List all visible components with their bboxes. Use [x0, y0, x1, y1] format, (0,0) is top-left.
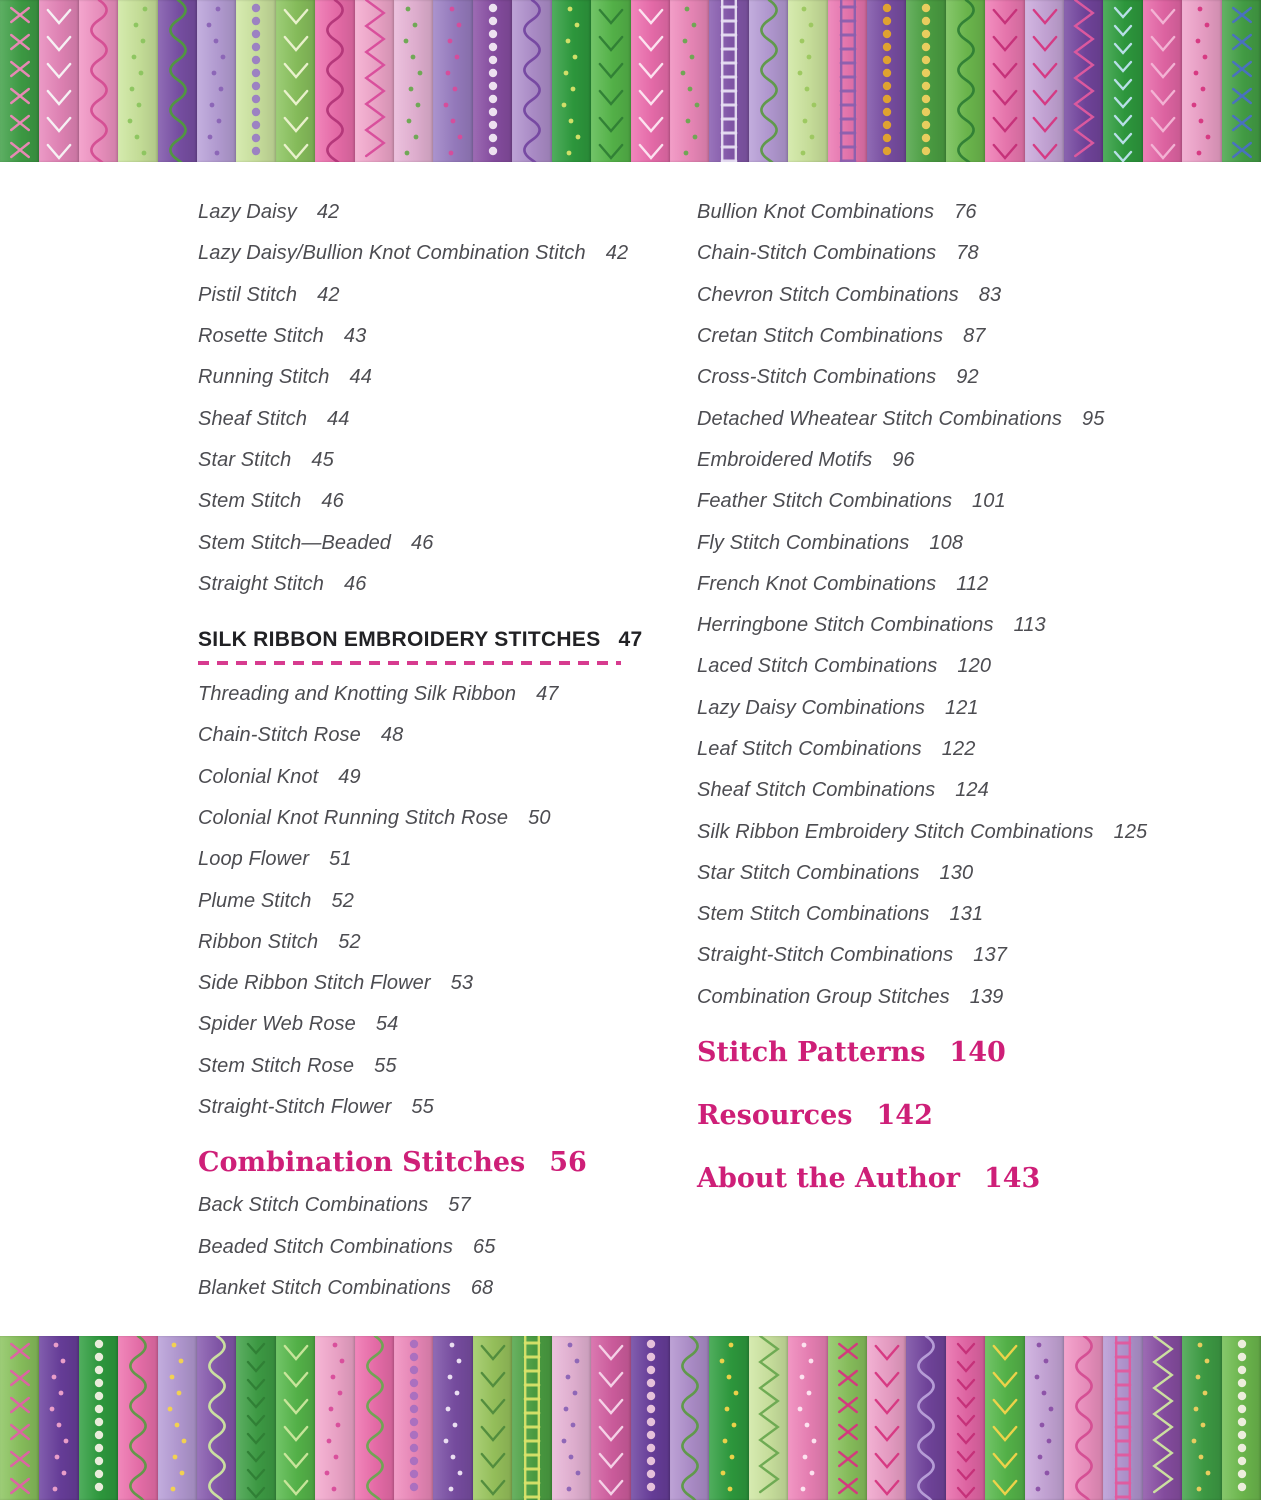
toc-entry-title: Stem Stitch Rose	[198, 1054, 355, 1077]
toc-entry-page-number: 139	[969, 985, 1004, 1008]
toc-entry-title: Feather Stitch Combinations	[697, 490, 953, 513]
toc-entry-page-number: 120	[957, 655, 992, 678]
toc-entry	[198, 316, 658, 357]
toc-entry-title: Chevron Stitch Combinations	[697, 283, 959, 306]
toc-entry-title: Laced Stitch Combinations	[697, 655, 938, 678]
toc-entry	[697, 522, 1197, 563]
toc-entry-page-number: 83	[978, 283, 1002, 306]
toc-entry-title: Running Stitch	[198, 366, 330, 389]
toc-entry-title: Threading and Knotting Silk Ribbon	[198, 683, 517, 706]
toc-entry	[198, 357, 658, 398]
quilt-fabric-strip	[1143, 1336, 1182, 1500]
embroidery-feather-stitch-icon	[39, 0, 79, 162]
toc-column-left	[198, 192, 658, 1309]
toc-entry-title: Herringbone Stitch Combinations	[697, 614, 994, 637]
embroidery-feather-stitch-icon	[985, 0, 1025, 162]
quilt-fabric-strip	[1064, 0, 1103, 162]
quilt-fabric-strip	[828, 1336, 867, 1500]
embroidery-ladder-stitch-icon	[512, 1336, 552, 1500]
toc-entry-title: Cretan Stitch Combinations	[697, 325, 944, 348]
toc-entry-page-number: 54	[375, 1013, 399, 1036]
toc-entry-page-number: 44	[349, 366, 372, 389]
toc-entry	[697, 894, 1197, 935]
embroidery-dots-stitch-icon	[1182, 1336, 1222, 1500]
quilt-fabric-strip	[1025, 1336, 1064, 1500]
toc-entry-title: Beaded Stitch Combinations	[198, 1235, 453, 1258]
toc-entry-title: Lazy Daisy Combinations	[697, 696, 925, 719]
embroidery-dots-stitch-icon	[158, 1336, 198, 1500]
embroidery-dots-stitch-icon	[552, 0, 592, 162]
quilt-fabric-strip	[552, 0, 591, 162]
toc-entry-title: Pistil Stitch	[198, 283, 298, 306]
quilt-fabric-strip	[276, 1336, 315, 1500]
embroidery-vine-stitch-icon	[118, 1336, 158, 1500]
toc-entry-page-number: 68	[470, 1276, 494, 1299]
toc-entry-page-number: 131	[949, 903, 984, 926]
quilt-fabric-strip	[709, 0, 748, 162]
embroidery-beads-stitch-icon	[1222, 1336, 1261, 1500]
quilt-fabric-strip	[709, 1336, 748, 1500]
toc-entry-title: Colonial Knot	[198, 765, 319, 788]
toc-entry-title: Cross-Stitch Combinations	[697, 366, 937, 389]
embroidery-beads-stitch-icon	[867, 0, 907, 162]
toc-entry-page-number: 52	[338, 930, 361, 953]
toc-major-heading-title: Resources	[697, 1099, 853, 1131]
embroidery-dots-stitch-icon	[118, 0, 158, 162]
toc-major-heading-title: Combination Stitches	[198, 1147, 526, 1179]
toc-entry	[697, 440, 1197, 481]
embroidery-vine-stitch-icon	[670, 1336, 710, 1500]
embroidery-ladder-stitch-icon	[709, 0, 749, 162]
toc-entry	[198, 839, 658, 880]
toc-entry	[697, 770, 1197, 811]
quilt-fabric-strip	[985, 0, 1024, 162]
toc-entry-page-number: 47	[536, 683, 559, 706]
toc-major-heading	[697, 1036, 1197, 1070]
quilt-fabric-strip	[39, 0, 78, 162]
quilt-fabric-strip	[0, 1336, 39, 1500]
toc-entry	[697, 935, 1197, 976]
toc-entry	[697, 398, 1197, 439]
toc-entry	[697, 729, 1197, 770]
toc-entry	[198, 233, 658, 274]
embroidery-dots-stitch-icon	[788, 1336, 828, 1500]
quilt-fabric-strip	[1182, 1336, 1221, 1500]
quilt-border-bottom	[0, 1336, 1261, 1500]
toc-major-heading-page-number: 140	[949, 1036, 1006, 1068]
embroidery-vine-stitch-icon	[512, 0, 552, 162]
toc-entry-page-number: 76	[954, 201, 977, 224]
toc-entry-title: Leaf Stitch Combinations	[697, 738, 922, 760]
quilt-fabric-strip	[591, 1336, 630, 1500]
quilt-fabric-strip	[197, 1336, 236, 1500]
toc-entry-title: Detached Wheatear Stitch Combinations	[697, 407, 1062, 430]
toc-entry-title: French Knot Combinations	[697, 572, 937, 595]
embroidery-feather-stitch-icon	[867, 1336, 907, 1500]
quilt-fabric-strip	[552, 1336, 591, 1500]
toc-entry	[198, 1087, 658, 1128]
toc-subheading-page-number: 47	[618, 627, 643, 651]
quilt-fabric-strip	[473, 1336, 512, 1500]
toc-entry-title: Star Stitch Combinations	[697, 861, 920, 884]
toc-entry	[198, 1185, 658, 1226]
toc-entry	[198, 715, 658, 756]
toc-entry-page-number: 46	[411, 531, 434, 554]
embroidery-chevron-stitch-icon	[1103, 0, 1143, 162]
embroidery-vine-stitch-icon	[906, 1336, 946, 1500]
toc-entry-page-number: 121	[944, 696, 979, 719]
quilt-fabric-strip	[906, 0, 945, 162]
toc-entry-page-number: 52	[331, 889, 354, 912]
embroidery-vine-stitch-icon	[158, 0, 198, 162]
embroidery-dots-stitch-icon	[709, 1336, 749, 1500]
quilt-fabric-strip	[276, 0, 315, 162]
quilt-fabric-strip	[315, 1336, 354, 1500]
embroidery-beads-stitch-icon	[394, 1336, 434, 1500]
quilt-fabric-strip	[355, 0, 394, 162]
embroidery-dots-stitch-icon	[788, 0, 828, 162]
quilt-fabric-strip	[315, 0, 354, 162]
embroidery-ladder-stitch-icon	[1103, 1336, 1143, 1500]
toc-entry	[198, 880, 658, 921]
embroidery-vine-stitch-icon	[355, 1336, 395, 1500]
embroidery-zigzag-stitch-icon	[1143, 1336, 1183, 1500]
toc-entry-title: Blanket Stitch Combinations	[198, 1276, 451, 1299]
quilt-fabric-strip	[1103, 0, 1142, 162]
toc-entry-title: Straight-Stitch Flower	[198, 1096, 392, 1119]
toc-entry-page-number: 87	[963, 325, 986, 348]
quilt-fabric-strip	[0, 0, 39, 162]
toc-major-heading-page-number: 142	[876, 1099, 933, 1131]
toc-entry-page-number: 125	[1113, 820, 1148, 843]
toc-entry-title: Stem Stitch	[198, 490, 302, 513]
toc-entry-page-number: 57	[448, 1194, 471, 1217]
quilt-fabric-strip	[433, 1336, 472, 1500]
toc-entry	[697, 646, 1197, 687]
toc-major-heading-page-number: 56	[549, 1147, 587, 1179]
toc-entry	[198, 1268, 658, 1309]
embroidery-cross-stitch-icon	[1222, 0, 1261, 162]
toc-entry	[198, 522, 658, 563]
quilt-fabric-strip	[788, 0, 827, 162]
toc-entry-title: Embroidered Motifs	[697, 448, 873, 471]
embroidery-dots-stitch-icon	[552, 1336, 592, 1500]
toc-entry-title: Plume Stitch	[198, 889, 312, 912]
toc-entry	[697, 275, 1197, 316]
toc-entry-page-number: 43	[343, 325, 367, 348]
embroidery-feather-stitch-icon	[631, 0, 671, 162]
quilt-fabric-strip	[1025, 0, 1064, 162]
toc-entry-page-number: 92	[956, 366, 979, 389]
toc-entry-page-number: 95	[1082, 407, 1105, 430]
toc-entry	[198, 481, 658, 522]
embroidery-chevron-stitch-icon	[946, 1336, 986, 1500]
embroidery-zigzag-stitch-icon	[1064, 0, 1104, 162]
quilt-fabric-strip	[236, 1336, 275, 1500]
toc-major-heading-title: Stitch Patterns	[697, 1036, 926, 1068]
toc-entry-page-number: 51	[329, 848, 352, 871]
toc-entry	[198, 440, 658, 481]
embroidery-beads-stitch-icon	[631, 1336, 671, 1500]
embroidery-feather-stitch-icon	[591, 1336, 631, 1500]
quilt-fabric-strip	[1222, 0, 1261, 162]
toc-major-heading	[198, 1146, 658, 1180]
toc-entry-title: Straight-Stitch Combinations	[697, 944, 954, 967]
toc-entry-page-number: 101	[972, 490, 1006, 513]
quilt-fabric-strip	[788, 1336, 827, 1500]
toc-entry-page-number: 78	[956, 242, 979, 265]
toc-entry-page-number: 55	[411, 1096, 434, 1119]
toc-entry	[697, 605, 1197, 646]
toc-entry-page-number: 113	[1013, 614, 1046, 637]
embroidery-cross-stitch-icon	[0, 1336, 40, 1500]
embroidery-beads-stitch-icon	[906, 0, 946, 162]
toc-entry-page-number: 130	[939, 861, 974, 884]
toc-entry	[198, 757, 658, 798]
toc-entry-title: Ribbon Stitch	[198, 930, 319, 953]
toc-entry-title: Stem Stitch Combinations	[697, 903, 930, 926]
embroidery-dots-stitch-icon	[197, 0, 237, 162]
embroidery-vine-stitch-icon	[197, 1336, 237, 1500]
quilt-fabric-strip	[118, 1336, 157, 1500]
embroidery-cross-stitch-icon	[828, 1336, 868, 1500]
embroidery-dots-stitch-icon	[433, 1336, 473, 1500]
toc-entry-page-number: 137	[973, 944, 1007, 967]
quilt-fabric-strip	[631, 0, 670, 162]
embroidery-feather-stitch-icon	[985, 1336, 1025, 1500]
toc-entry	[697, 811, 1197, 852]
toc-entry-title: Star Stitch	[198, 448, 292, 471]
quilt-fabric-strip	[906, 1336, 945, 1500]
toc-entry	[198, 192, 658, 233]
embroidery-beads-stitch-icon	[236, 0, 276, 162]
embroidery-dots-stitch-icon	[1025, 1336, 1065, 1500]
embroidery-chevron-stitch-icon	[236, 1336, 276, 1500]
toc-entry-page-number: 48	[380, 724, 404, 747]
quilt-fabric-strip	[158, 0, 197, 162]
embroidery-feather-stitch-icon	[591, 0, 631, 162]
toc-entry	[697, 357, 1197, 398]
quilt-fabric-strip	[749, 0, 788, 162]
toc-entry-title: Bullion Knot Combinations	[697, 201, 935, 224]
quilt-border-top	[0, 0, 1261, 162]
toc-major-heading	[697, 1099, 1197, 1133]
quilt-fabric-strip	[236, 0, 275, 162]
toc-section-subheading	[198, 627, 658, 665]
toc-entry-title: Sheaf Stitch Combinations	[697, 779, 936, 802]
toc-entry	[198, 564, 658, 605]
quilt-fabric-strip	[591, 0, 630, 162]
toc-entry	[198, 963, 658, 1004]
quilt-fabric-strip	[158, 1336, 197, 1500]
quilt-fabric-strip	[512, 0, 551, 162]
quilt-fabric-strip	[118, 0, 157, 162]
quilt-fabric-strip	[394, 0, 433, 162]
embroidery-feather-stitch-icon	[473, 1336, 513, 1500]
quilt-fabric-strip	[512, 1336, 551, 1500]
toc-entry	[198, 1046, 658, 1087]
toc-entry	[697, 192, 1197, 233]
embroidery-dots-stitch-icon	[670, 0, 710, 162]
embroidery-feather-stitch-icon	[1025, 0, 1065, 162]
toc-entry-title: Colonial Knot Running Stitch Rose	[198, 807, 509, 829]
embroidery-vine-stitch-icon	[749, 0, 789, 162]
toc-entry-page-number: 50	[528, 807, 551, 829]
toc-entry	[697, 853, 1197, 894]
toc-entry-title: Straight Stitch	[198, 572, 325, 595]
embroidery-dots-stitch-icon	[394, 0, 434, 162]
toc-entry-page-number: 42	[317, 283, 340, 306]
toc-entry-title: Combination Group Stitches	[697, 985, 950, 1008]
embroidery-dots-stitch-icon	[39, 1336, 79, 1500]
toc-entry	[697, 233, 1197, 274]
toc-entry-title: Chain-Stitch Combinations	[697, 242, 937, 265]
toc-entry-title: Lazy Daisy/Bullion Knot Combination Stitch	[198, 242, 586, 265]
toc-entry-title: Sheaf Stitch	[198, 407, 308, 430]
embroidery-cross-stitch-icon	[0, 0, 40, 162]
toc-entry-title: Chain-Stitch Rose	[198, 724, 361, 747]
quilt-fabric-strip	[197, 0, 236, 162]
toc-entry-page-number: 112	[956, 572, 989, 595]
toc-entry-title: Fly Stitch Combinations	[697, 531, 910, 554]
toc-major-heading-page-number: 143	[983, 1162, 1041, 1194]
toc-major-heading-title: About the Author	[697, 1162, 960, 1194]
toc-entry	[198, 798, 658, 839]
quilt-fabric-strip	[394, 1336, 433, 1500]
quilt-fabric-strip	[985, 1336, 1024, 1500]
toc-entry-page-number: 44	[327, 407, 350, 430]
quilt-fabric-strip	[1182, 0, 1221, 162]
toc-entry-page-number: 46	[321, 490, 344, 513]
quilt-fabric-strip	[355, 1336, 394, 1500]
quilt-fabric-strip	[828, 0, 867, 162]
toc-entry-title: Rosette Stitch	[198, 325, 324, 348]
toc-entry-page-number: 42	[316, 201, 340, 224]
toc-entry	[697, 316, 1197, 357]
quilt-fabric-strip	[631, 1336, 670, 1500]
toc-column-right	[697, 192, 1197, 1201]
toc-subheading-title: SILK RIBBON EMBROIDERY STITCHES	[198, 627, 601, 651]
embroidery-vine-stitch-icon	[946, 0, 986, 162]
toc-entry	[697, 688, 1197, 729]
toc-entry	[198, 1227, 658, 1268]
embroidery-beads-stitch-icon	[79, 1336, 119, 1500]
toc-entry-page-number: 45	[311, 448, 334, 471]
quilt-fabric-strip	[749, 1336, 788, 1500]
quilt-fabric-strip	[1143, 0, 1182, 162]
quilt-fabric-strip	[79, 0, 118, 162]
embroidery-ladder-stitch-icon	[828, 0, 868, 162]
toc-entry	[697, 481, 1197, 522]
embroidery-feather-stitch-icon	[1143, 0, 1183, 162]
embroidery-feather-stitch-icon	[276, 1336, 316, 1500]
embroidery-feather-stitch-icon	[276, 0, 316, 162]
quilt-fabric-strip	[1103, 1336, 1142, 1500]
toc-entry-page-number: 96	[892, 448, 915, 471]
quilt-fabric-strip	[867, 1336, 906, 1500]
quilt-fabric-strip	[79, 1336, 118, 1500]
embroidery-dots-stitch-icon	[433, 0, 473, 162]
toc-major-heading	[697, 1162, 1197, 1196]
toc-entry-page-number: 124	[955, 779, 989, 802]
quilt-fabric-strip	[946, 1336, 985, 1500]
toc-entry	[697, 977, 1197, 1018]
toc-entry-title: Spider Web Rose	[198, 1013, 356, 1036]
toc-entry	[697, 564, 1197, 605]
embroidery-zigzag-stitch-icon	[749, 1336, 789, 1500]
quilt-fabric-strip	[946, 0, 985, 162]
embroidery-zigzag-stitch-icon	[355, 0, 395, 162]
quilt-fabric-strip	[867, 0, 906, 162]
toc-entry-page-number: 53	[450, 972, 474, 995]
toc-entry-title: Silk Ribbon Embroidery Stitch Combinations	[697, 820, 1094, 843]
toc-entry-page-number: 49	[338, 765, 361, 788]
embroidery-vine-stitch-icon	[1064, 1336, 1104, 1500]
toc-entry-title: Stem Stitch—Beaded	[198, 531, 392, 554]
embroidery-vine-stitch-icon	[79, 0, 119, 162]
toc-entry-title: Loop Flower	[198, 848, 310, 871]
toc-entry-page-number: 55	[374, 1054, 397, 1077]
toc-entry-page-number: 42	[605, 242, 629, 265]
quilt-fabric-strip	[39, 1336, 78, 1500]
toc-entry-title: Lazy Daisy	[198, 201, 297, 224]
toc-entry-title: Back Stitch Combinations	[198, 1194, 429, 1217]
toc-entry	[198, 275, 658, 316]
toc-entry-page-number: 122	[941, 738, 976, 760]
quilt-fabric-strip	[433, 0, 472, 162]
quilt-fabric-strip	[670, 1336, 709, 1500]
embroidery-dots-stitch-icon	[315, 1336, 355, 1500]
toc-entry	[198, 398, 658, 439]
embroidery-beads-stitch-icon	[473, 0, 513, 162]
toc-entry-page-number: 108	[929, 531, 964, 554]
toc-entry-page-number: 65	[472, 1235, 496, 1258]
toc-entry-title: Side Ribbon Stitch Flower	[198, 972, 431, 995]
quilt-fabric-strip	[1064, 1336, 1103, 1500]
embroidery-dots-stitch-icon	[1182, 0, 1222, 162]
toc-entry	[198, 674, 658, 715]
dashed-underline	[198, 661, 621, 665]
embroidery-vine-stitch-icon	[315, 0, 355, 162]
toc-entry-page-number: 46	[344, 572, 367, 595]
quilt-fabric-strip	[1222, 1336, 1261, 1500]
quilt-fabric-strip	[670, 0, 709, 162]
toc-entry	[198, 922, 658, 963]
quilt-fabric-strip	[473, 0, 512, 162]
toc-entry	[198, 1004, 658, 1045]
